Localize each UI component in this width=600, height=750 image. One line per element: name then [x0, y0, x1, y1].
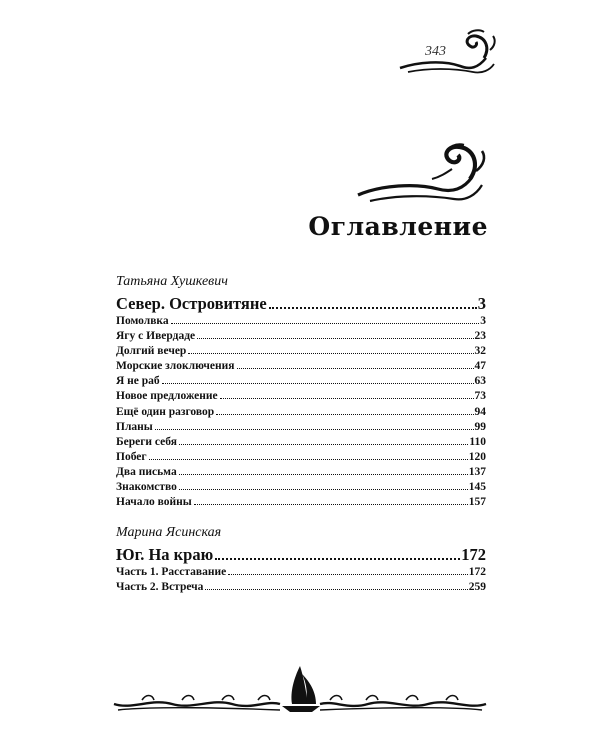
toc-entry: [116, 435, 486, 450]
wave-ornament-icon: [356, 143, 488, 205]
toc-part-entry: [116, 545, 486, 565]
part-title: Север. Островитяне: [116, 294, 267, 313]
toc-entry: [116, 344, 486, 359]
dot-leader: [179, 444, 468, 445]
entry-page: 47: [474, 360, 486, 373]
part-page: 172: [461, 545, 486, 564]
dot-leader: [197, 338, 473, 339]
dot-leader: [179, 489, 468, 490]
toc-entry: [116, 465, 486, 480]
entry-page: 110: [469, 435, 486, 448]
toc-entry: [116, 565, 486, 580]
entry-title: Побег: [116, 450, 147, 463]
entry-page: 99: [474, 420, 486, 433]
entry-title: Часть 1. Расставание: [116, 566, 227, 578]
toc-entry: [116, 420, 486, 435]
toc-entry: [116, 359, 486, 374]
entry-title: Я не раб: [116, 375, 160, 388]
entry-title: Долгий вечер: [116, 345, 187, 358]
toc-entry: [116, 580, 486, 595]
toc-section: [116, 274, 486, 510]
dot-leader: [216, 414, 473, 415]
toc-entry: [116, 480, 486, 495]
author-name: Татьяна Хушкевич: [116, 274, 228, 289]
entry-title: Планы: [116, 420, 153, 433]
dot-leader: [205, 589, 467, 590]
dot-leader: [162, 383, 474, 384]
author-name: Марина Ясинская: [116, 525, 222, 540]
entry-page: 32: [474, 345, 486, 358]
entry-title: Новое предложение: [116, 390, 218, 403]
dot-leader: [194, 504, 468, 505]
entry-title: Начало войны: [116, 496, 192, 509]
entry-title: Часть 2. Встреча: [116, 581, 204, 594]
toc-entry: [116, 329, 486, 344]
part-page: 3: [477, 294, 486, 313]
dot-leader: [215, 558, 460, 560]
dot-leader: [188, 353, 473, 354]
toc-entry: [116, 495, 486, 510]
entry-page: 137: [468, 465, 486, 478]
dot-leader: [149, 459, 468, 460]
toc-entry: [116, 405, 486, 420]
entry-page: 94: [474, 405, 486, 418]
entry-page: 23: [474, 330, 486, 343]
entry-page: 63: [474, 375, 486, 388]
ship-ornament-icon: [112, 664, 488, 716]
entry-title: Морские злоключения: [116, 360, 235, 373]
page-number: 343: [425, 44, 446, 59]
page-title: Оглавление: [308, 212, 488, 241]
dot-leader: [155, 429, 474, 430]
toc-part-entry: [116, 294, 486, 314]
entry-page: 3: [480, 315, 486, 327]
entry-title: Два письма: [116, 465, 177, 478]
entry-title: Помолвка: [116, 315, 169, 327]
dot-leader: [228, 574, 468, 575]
entry-title: Знакомство: [116, 481, 177, 494]
toc-entry: [116, 374, 486, 389]
toc-entry: [116, 389, 486, 404]
toc-entry: [116, 314, 486, 329]
entry-title: Береги себя: [116, 435, 177, 448]
entry-page: 145: [468, 481, 486, 494]
part-title: Юг. На краю: [116, 545, 214, 564]
dot-leader: [171, 323, 480, 324]
dot-leader: [269, 307, 477, 309]
entry-page: 120: [468, 450, 486, 463]
entry-page: 172: [468, 566, 486, 578]
wave-ornament-icon: [398, 28, 498, 78]
dot-leader: [179, 474, 468, 475]
entry-page: 157: [468, 496, 486, 509]
dot-leader: [237, 368, 474, 369]
entry-title: Ягу с Ивердаде: [116, 330, 196, 343]
entry-title: Ещё один разговор: [116, 405, 215, 418]
entry-page: 259: [468, 581, 486, 594]
toc-entry: [116, 450, 486, 465]
dot-leader: [220, 398, 474, 399]
entry-page: 73: [474, 390, 486, 403]
toc-section: [116, 525, 486, 595]
